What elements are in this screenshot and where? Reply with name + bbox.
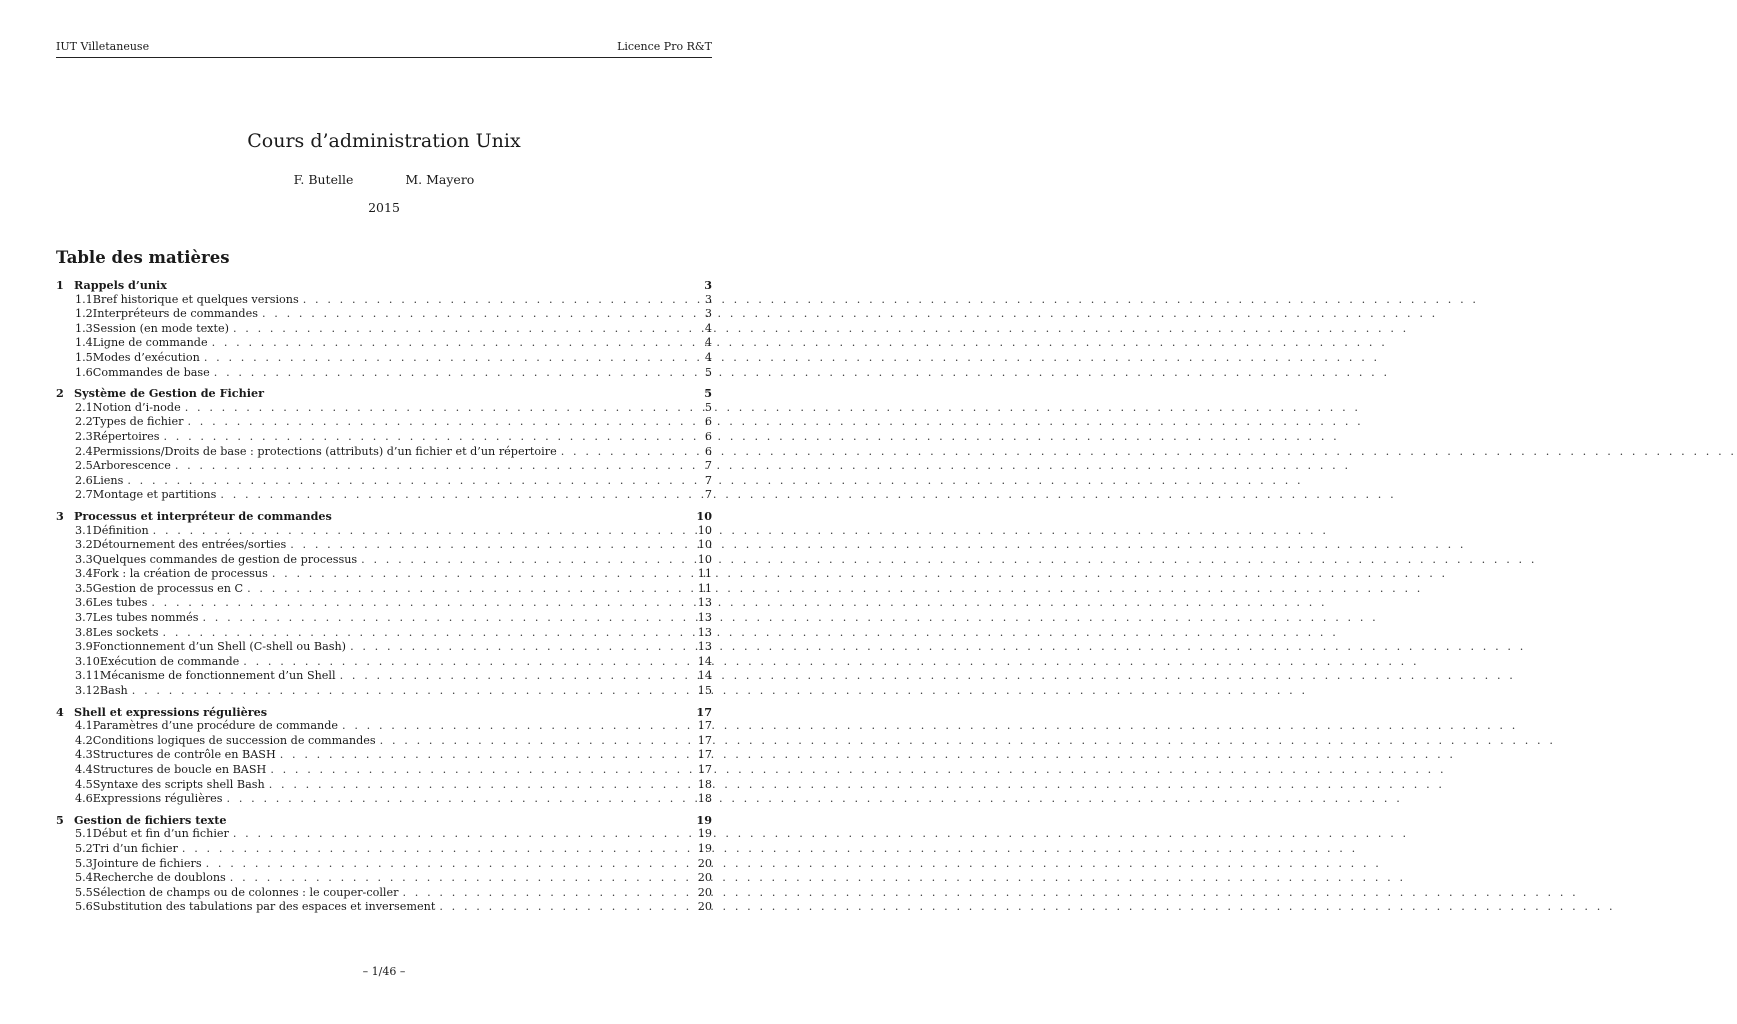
toc-subsection-entry[interactable] xyxy=(56,900,712,915)
toc-entry-number: 1 xyxy=(56,278,64,292)
toc-entry-page: 17 xyxy=(697,719,712,733)
toc-entry-title: Jointure de fichiers xyxy=(92,856,202,870)
toc-entry-page: 4 xyxy=(704,321,712,335)
toc-entry-number: 2.3 xyxy=(75,429,93,443)
toc-entry-page: 20 xyxy=(697,885,712,899)
toc-entry-number: 5.1 xyxy=(75,827,93,841)
toc-subsection-entry[interactable] xyxy=(56,524,712,539)
toc-entry-number: 3.6 xyxy=(75,596,93,610)
toc-entry-title: Début et fin d’un fichier xyxy=(92,827,229,841)
document-title: Cours d’administration Unix xyxy=(247,130,521,152)
toc-leader-dots xyxy=(262,307,1438,322)
toc-entry-page: 10 xyxy=(697,523,712,537)
author-2: M. Mayero xyxy=(405,172,475,187)
toc-entry-number: 5 xyxy=(56,812,64,827)
toc-subsection-entry[interactable] xyxy=(56,538,712,553)
toc-entry-page: 3 xyxy=(704,292,712,306)
toc-entry-page: 10 xyxy=(697,552,712,566)
toc-subsection-entry[interactable] xyxy=(56,684,712,699)
toc-subsection-entry[interactable] xyxy=(56,792,712,807)
toc-entry-page: 18 xyxy=(697,792,712,806)
toc-leader-dots xyxy=(214,366,1390,381)
toc-entry-page: 6 xyxy=(704,415,712,429)
toc-entry-title: Shell et expressions régulières xyxy=(74,704,268,719)
toc-subsection-entry[interactable] xyxy=(56,336,712,351)
toc-leader-dots xyxy=(340,669,1516,684)
toc-entry-number: 2 xyxy=(56,386,64,401)
toc-entry-number: 4.6 xyxy=(75,792,93,806)
toc-entry-title: Montage et partitions xyxy=(92,488,217,502)
toc-entry-title: Les sockets xyxy=(92,625,159,639)
toc-entry-number: 4 xyxy=(56,704,64,719)
toc-subsection-entry[interactable] xyxy=(56,582,712,597)
toc-section xyxy=(56,386,712,503)
toc-entry-title: Les tubes xyxy=(92,596,148,610)
toc-entry-number: 1.1 xyxy=(75,292,93,306)
toc-leader-dots xyxy=(270,763,1446,778)
toc-subsection-entry[interactable] xyxy=(56,626,712,641)
toc-leader-dots xyxy=(272,567,1448,582)
toc-leader-dots xyxy=(243,655,1419,670)
toc-entry-title: Sélection de champs ou de colonnes : le couper-coller xyxy=(92,885,399,899)
toc-entry-title: Recherche de doublons xyxy=(92,871,226,885)
toc-entry-number: 4.2 xyxy=(75,733,93,747)
toc-entry-title: Exécution de commande xyxy=(99,654,240,668)
toc-entry-number: 2.2 xyxy=(75,415,93,429)
toc-entry-number: 5.5 xyxy=(75,885,93,899)
toc-entry-title: Structures de boucle en BASH xyxy=(92,763,267,776)
toc-entry-title: Bref historique et quelques versions xyxy=(92,292,299,306)
toc-entry-number: 2.5 xyxy=(75,459,93,473)
toc-entry-title: Mécanisme de fonctionnement d’un Shell xyxy=(99,669,336,683)
toc-entry-page: 19 xyxy=(697,827,712,841)
toc-entry-number: 3.12 xyxy=(75,684,100,698)
toc-entry-page: 6 xyxy=(704,429,712,443)
toc-entry-title: Structures de contrôle en BASH xyxy=(92,748,276,762)
toc-entry-title: Expressions régulières xyxy=(92,792,223,806)
toc-section-entry[interactable] xyxy=(56,813,712,828)
toc-entry-number: 1.5 xyxy=(75,350,93,364)
toc-leader-dots xyxy=(163,626,1339,641)
toc-leader-dots xyxy=(202,611,1378,626)
toc-leader-dots xyxy=(153,524,1329,539)
toc-leader-dots xyxy=(151,596,1327,611)
toc-subsection-entry[interactable] xyxy=(56,307,712,322)
toc-subsection-entry[interactable] xyxy=(56,871,712,886)
toc-leader-dots xyxy=(269,778,1445,793)
toc-entry-page: 17 xyxy=(696,704,712,719)
toc-leader-dots xyxy=(227,792,1403,807)
toc-leader-dots xyxy=(350,640,1526,655)
toc-subsection-entry[interactable] xyxy=(56,488,712,503)
toc-entry-title: Permissions/Droits de base : protections (attributs) d’un fichier et d’un répertoire xyxy=(92,444,557,458)
toc-subsection-entry[interactable] xyxy=(56,857,712,872)
toc-subsection-entry[interactable] xyxy=(56,430,712,445)
toc-subsection-entry[interactable] xyxy=(56,401,712,416)
toc-entry-page: 5 xyxy=(704,365,712,379)
toc-entry-number: 3.5 xyxy=(75,581,93,595)
toc-entry-page: 14 xyxy=(697,654,712,668)
toc-entry-number: 2.6 xyxy=(75,473,93,487)
toc-entry-number: 3.11 xyxy=(75,669,100,683)
toc-subsection-entry[interactable] xyxy=(56,459,712,474)
toc-entry-page: 10 xyxy=(696,508,712,523)
toc-entry-title: Conditions logiques de succession de commandes xyxy=(92,733,376,747)
toc-entry-page: 7 xyxy=(704,473,712,487)
toc-entry-title: Fonctionnement d’un Shell (C-shell ou Bash) xyxy=(92,640,347,654)
toc-entry-page: 6 xyxy=(704,444,712,458)
toc-leader-dots xyxy=(187,415,1363,430)
toc-entry-title: Substitution des tabulations par des espaces et inversement xyxy=(92,900,436,914)
toc-leader-dots xyxy=(233,827,1409,842)
toc-entry-title: Types de fichier xyxy=(92,415,184,429)
toc-subsection-entry[interactable] xyxy=(56,748,712,763)
toc-entry-page: 10 xyxy=(697,538,712,552)
toc-entry-page: 13 xyxy=(697,611,712,625)
toc-entry-number: 3.7 xyxy=(75,611,93,625)
toc-entry-page: 4 xyxy=(704,350,712,364)
toc-entry-number: 4.5 xyxy=(75,777,93,791)
toc-leader-dots xyxy=(303,293,1479,308)
toc-entry-number: 3.3 xyxy=(75,552,93,566)
toc-entry-number: 3 xyxy=(56,508,64,523)
toc-entry-title: Syntaxe des scripts shell Bash xyxy=(92,777,265,791)
toc-section-entry[interactable] xyxy=(56,705,712,720)
toc-entry-title: Les tubes nommés xyxy=(92,611,199,625)
toc-leader-dots xyxy=(361,553,1537,568)
toc-leader-dots xyxy=(561,445,1737,460)
toc-subsection-entry[interactable] xyxy=(56,655,712,670)
page-number: – 1/46 – xyxy=(362,965,406,978)
toc-entry-page: 20 xyxy=(697,900,712,914)
toc-entry-title: Système de Gestion de Fichier xyxy=(74,386,264,401)
toc-entry-page: 18 xyxy=(697,777,712,791)
toc-entry-title: Arborescence xyxy=(92,459,171,473)
toc-subsection-entry[interactable] xyxy=(56,322,712,337)
header-left: IUT Villetaneuse xyxy=(56,40,150,53)
toc-entry-title: Quelques commandes de gestion de processus xyxy=(92,552,358,566)
toc-entry-page: 13 xyxy=(697,640,712,654)
toc-entry-number: 2.1 xyxy=(75,400,93,414)
toc-entry-number: 3.9 xyxy=(75,640,93,654)
toc-subsection-entry[interactable] xyxy=(56,596,712,611)
toc-entry-page: 20 xyxy=(697,871,712,885)
toc-entry-number: 2.4 xyxy=(75,444,93,458)
toc-section xyxy=(56,705,712,807)
toc-subsection-entry[interactable] xyxy=(56,366,712,381)
toc-entry-page: 17 xyxy=(697,733,712,747)
toc-entry-title: Ligne de commande xyxy=(92,336,208,350)
toc-entry-page: 17 xyxy=(697,748,712,762)
toc-subsection-entry[interactable] xyxy=(56,415,712,430)
toc-subsection-entry[interactable] xyxy=(56,640,712,655)
toc-section xyxy=(56,509,712,699)
toc-section-entry[interactable] xyxy=(56,278,712,293)
toc-subsection-entry[interactable] xyxy=(56,293,712,308)
toc-leader-dots xyxy=(380,734,1556,749)
toc-subsection-entry[interactable] xyxy=(56,842,712,857)
toc-subsection-entry[interactable] xyxy=(56,611,712,626)
toc-entry-title: Répertoires xyxy=(92,429,160,443)
toc-subsection-entry[interactable] xyxy=(56,474,712,489)
toc-entry-title: Commandes de base xyxy=(92,365,210,379)
toc-entry-page: 5 xyxy=(704,386,712,401)
toc-leader-dots xyxy=(212,336,1388,351)
toc-entry-title: Tri d’un fichier xyxy=(92,841,178,855)
toc-subsection-entry[interactable] xyxy=(56,827,712,842)
toc-entry-number: 3.1 xyxy=(75,523,93,537)
toc-entry-page: 3 xyxy=(704,278,712,292)
toc-leader-dots xyxy=(439,900,1615,915)
toc-subsection-entry[interactable] xyxy=(56,445,712,460)
toc-entry-number: 1.6 xyxy=(75,365,93,379)
toc-entry-number: 5.6 xyxy=(75,900,93,914)
toc-entry-page: 11 xyxy=(697,567,712,581)
toc-leader-dots xyxy=(220,488,1396,503)
toc-entry-page: 15 xyxy=(697,684,712,698)
toc-section-entry[interactable] xyxy=(56,509,712,524)
toc-entry-title: Gestion de fichiers texte xyxy=(74,812,227,827)
toc-entry-page: 20 xyxy=(697,856,712,870)
toc-subsection-entry[interactable] xyxy=(56,669,712,684)
toc-leader-dots xyxy=(290,538,1466,553)
toc-entry-number: 1.4 xyxy=(75,336,93,350)
toc-subsection-entry[interactable] xyxy=(56,778,712,793)
toc-entry-page: 19 xyxy=(696,812,712,827)
toc-entry-number: 4.3 xyxy=(75,748,93,762)
toc-leader-dots xyxy=(402,886,1578,901)
toc-entry-number: 5.3 xyxy=(75,856,93,870)
toc-heading: Table des matières xyxy=(56,248,230,267)
toc-entry-number: 5.4 xyxy=(75,871,93,885)
toc-entry-title: Notion d’i-node xyxy=(92,400,181,414)
toc-entry-number: 3.8 xyxy=(75,625,93,639)
toc-leader-dots xyxy=(280,748,1456,763)
toc-leader-dots xyxy=(342,719,1518,734)
toc-entry-title: Session (en mode texte) xyxy=(92,321,229,335)
toc-leader-dots xyxy=(164,430,1340,445)
toc-leader-dots xyxy=(233,322,1409,337)
table-of-contents xyxy=(56,278,712,921)
toc-entry-number: 3.2 xyxy=(75,538,93,552)
toc-entry-number: 4.1 xyxy=(75,719,93,733)
toc-entry-title: Détournement des entrées/sorties xyxy=(92,538,287,552)
running-header xyxy=(56,40,712,58)
toc-entry-number: 1.2 xyxy=(75,307,93,321)
toc-subsection-entry[interactable] xyxy=(56,763,712,778)
toc-entry-page: 11 xyxy=(697,581,712,595)
toc-entry-title: Paramètres d’une procédure de commande xyxy=(92,719,339,733)
toc-section xyxy=(56,278,712,380)
toc-entry-page: 7 xyxy=(704,459,712,473)
toc-entry-page: 14 xyxy=(697,669,712,683)
toc-entry-number: 4.4 xyxy=(75,763,93,776)
toc-entry-page: 4 xyxy=(704,336,712,350)
toc-entry-title: Interpréteurs de commandes xyxy=(92,307,258,321)
toc-entry-page: 13 xyxy=(697,596,712,610)
toc-subsection-entry[interactable] xyxy=(56,886,712,901)
toc-leader-dots xyxy=(127,474,1303,489)
toc-entry-title: Rappels d’unix xyxy=(74,278,167,292)
toc-entry-title: Définition xyxy=(92,523,149,537)
document-year: 2015 xyxy=(368,200,400,215)
toc-subsection-entry[interactable] xyxy=(56,567,712,582)
toc-subsection-entry[interactable] xyxy=(56,719,712,734)
toc-entry-page: 17 xyxy=(697,763,712,776)
toc-subsection-entry[interactable] xyxy=(56,351,712,366)
toc-entry-number: 5.2 xyxy=(75,841,93,855)
toc-leader-dots xyxy=(204,351,1380,366)
toc-leader-dots xyxy=(230,871,1406,886)
toc-entry-title: Liens xyxy=(92,473,124,487)
toc-entry-number: 2.7 xyxy=(75,488,93,502)
toc-entry-number: 3.4 xyxy=(75,567,93,581)
author-1: F. Butelle xyxy=(293,172,354,187)
toc-leader-dots xyxy=(206,857,1382,872)
toc-leader-dots xyxy=(175,459,1351,474)
toc-entry-title: Bash xyxy=(99,684,128,698)
toc-entry-title: Gestion de processus en C xyxy=(92,581,244,595)
toc-subsection-entry[interactable] xyxy=(56,553,712,568)
toc-leader-dots xyxy=(132,684,1308,699)
toc-entry-page: 3 xyxy=(704,307,712,321)
toc-entry-page: 7 xyxy=(704,488,712,502)
toc-entry-page: 13 xyxy=(697,625,712,639)
toc-subsection-entry[interactable] xyxy=(56,734,712,749)
toc-leader-dots xyxy=(185,401,1361,416)
authors xyxy=(0,172,768,187)
toc-leader-dots xyxy=(247,582,1423,597)
toc-entry-title: Modes d’exécution xyxy=(92,350,200,364)
toc-section xyxy=(56,813,712,915)
toc-entry-page: 5 xyxy=(704,400,712,414)
header-right: Licence Pro R&T xyxy=(617,40,712,53)
toc-entry-number: 1.3 xyxy=(75,321,93,335)
toc-leader-dots xyxy=(182,842,1358,857)
toc-section-entry[interactable] xyxy=(56,386,712,401)
document-page xyxy=(0,0,768,1024)
toc-entry-title: Processus et interpréteur de commandes xyxy=(74,508,332,523)
toc-entry-title: Fork : la création de processus xyxy=(92,567,268,581)
toc-entry-page: 19 xyxy=(697,841,712,855)
toc-entry-number: 3.10 xyxy=(75,654,100,668)
